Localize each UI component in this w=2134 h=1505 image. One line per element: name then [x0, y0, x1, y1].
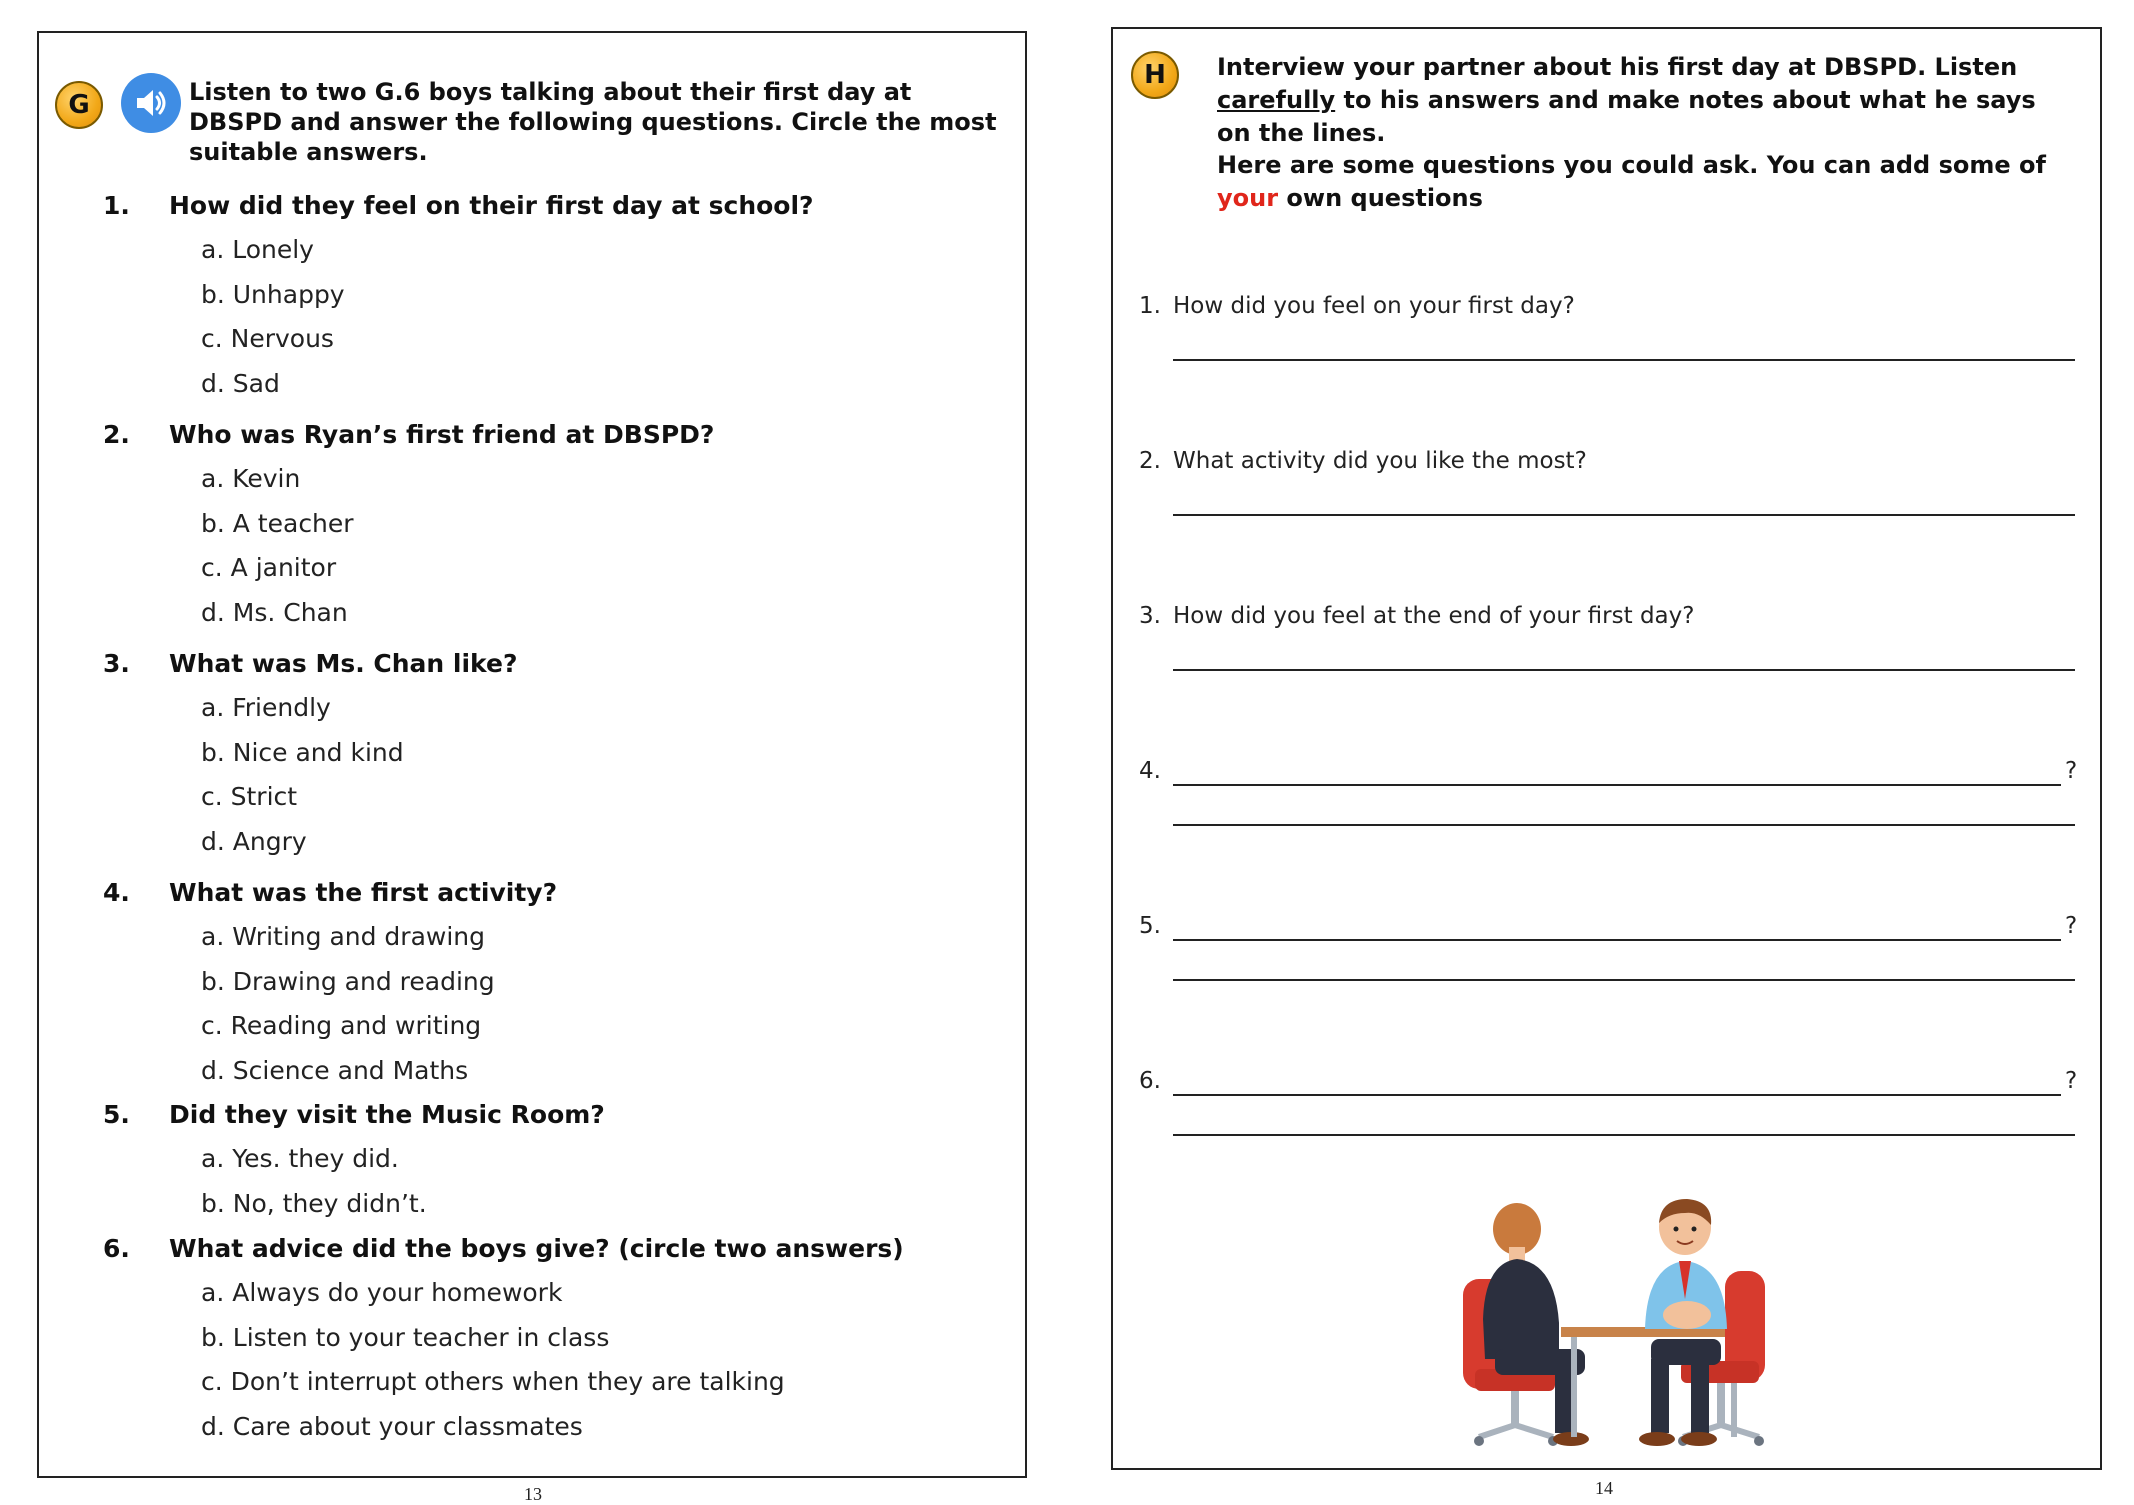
answer-option[interactable]: a. Lonely [201, 235, 314, 264]
answer-line[interactable] [1173, 669, 2075, 671]
section-g-badge [55, 81, 103, 129]
speaker-glyph-icon [131, 83, 171, 123]
answer-option[interactable]: a. Friendly [201, 693, 331, 722]
answer-option[interactable]: c. Don’t interrupt others when they are talking [201, 1367, 785, 1396]
question-mark: ? [2065, 758, 2078, 784]
suggestion-text: Here are some questions you could ask. You can add some of [1217, 151, 2046, 179]
question-number: 4. [103, 878, 130, 907]
answer-option[interactable]: c. A janitor [201, 553, 337, 582]
answer-line[interactable] [1173, 979, 2075, 981]
answer-option[interactable]: d. Ms. Chan [201, 597, 348, 627]
answer-option[interactable]: d. Science and Maths [201, 1055, 469, 1085]
interview-question-number: 5. [1139, 913, 1161, 939]
question-number: 1. [103, 191, 130, 220]
answer-option[interactable]: a. Kevin [201, 464, 301, 493]
answer-option[interactable]: b. Drawing and reading [201, 966, 495, 996]
question-text: What advice did the boys give? (circle two answers) [169, 1234, 904, 1263]
question-write-line[interactable] [1173, 1094, 2061, 1096]
question-text: How did they feel on their first day at school? [169, 191, 814, 220]
interview-question-number: 4. [1139, 758, 1161, 784]
question-text: What was Ms. Chan like? [169, 649, 518, 678]
answer-line[interactable] [1173, 359, 2075, 361]
answer-option[interactable]: b. A teacher [201, 508, 354, 538]
answer-line[interactable] [1173, 1134, 2075, 1136]
answer-option[interactable]: d. Care about your classmates [201, 1411, 583, 1441]
answer-option[interactable]: a. Yes. they did. [201, 1144, 399, 1173]
suggestion-text: own questions [1278, 184, 1483, 212]
page-number: 13 [524, 1484, 542, 1504]
question-number: 2. [103, 420, 130, 449]
instruction-text: Interview your partner about his first day at DBSPD. Listen [1217, 53, 2018, 81]
section-g-instruction: Listen to two G.6 boys talking about their first day at DBSPD and answer the following questions. Circle the most suitable answers. [189, 78, 997, 166]
answer-option[interactable]: b. No, they didn’t. [201, 1188, 427, 1218]
question-mark: ? [2065, 1068, 2078, 1094]
answer-option[interactable]: a. Always do your homework [201, 1278, 563, 1307]
question-mark: ? [2065, 913, 2078, 939]
interview-question-number: 2. [1139, 448, 1161, 474]
answer-line[interactable] [1173, 514, 2075, 516]
interview-question-number: 6. [1139, 1068, 1161, 1094]
section-h-suggestion [1217, 149, 2097, 215]
instruction-text: to his answers and make notes about what he says on the lines. [1217, 86, 2036, 147]
suggestion-red-word: your [1217, 184, 1279, 212]
question-number: 3. [103, 649, 130, 678]
answer-option[interactable]: c. Strict [201, 782, 298, 811]
section-h-instruction [1217, 51, 2077, 150]
interview-question-number: 3. [1139, 603, 1161, 629]
answer-option[interactable]: d. Angry [201, 826, 307, 856]
answer-line[interactable] [1173, 824, 2075, 826]
interview-question-text: What activity did you like the most? [1173, 448, 1587, 474]
interview-question-number: 1. [1139, 293, 1161, 319]
instruction-underlined: carefully [1217, 86, 1336, 114]
speaker-icon[interactable] [121, 73, 181, 133]
question-number: 6. [103, 1234, 130, 1263]
badge-letter: G [68, 90, 90, 120]
answer-option[interactable]: c. Reading and writing [201, 1011, 482, 1040]
answer-option[interactable]: b. Unhappy [201, 279, 345, 309]
question-write-line[interactable] [1173, 784, 2061, 786]
two-men-interview-icon [1455, 1199, 1775, 1457]
badge-letter: H [1144, 60, 1166, 90]
question-number: 5. [103, 1100, 130, 1129]
answer-option[interactable]: a. Writing and drawing [201, 922, 485, 951]
answer-option[interactable]: b. Nice and kind [201, 737, 404, 767]
worksheet-page-g [37, 31, 1027, 1478]
answer-option[interactable]: d. Sad [201, 368, 280, 398]
question-write-line[interactable] [1173, 939, 2061, 941]
section-h-badge [1131, 51, 1179, 99]
page-number: 14 [1595, 1478, 1613, 1498]
worksheet-page-h [1111, 27, 2102, 1470]
answer-option[interactable]: b. Listen to your teacher in class [201, 1322, 610, 1352]
interview-question-text: How did you feel on your first day? [1173, 293, 1575, 319]
question-text: What was the first activity? [169, 878, 558, 907]
interview-question-text: How did you feel at the end of your first day? [1173, 603, 1695, 629]
question-text: Who was Ryan’s first friend at DBSPD? [169, 420, 715, 449]
question-text: Did they visit the Music Room? [169, 1100, 605, 1129]
answer-option[interactable]: c. Nervous [201, 324, 334, 353]
